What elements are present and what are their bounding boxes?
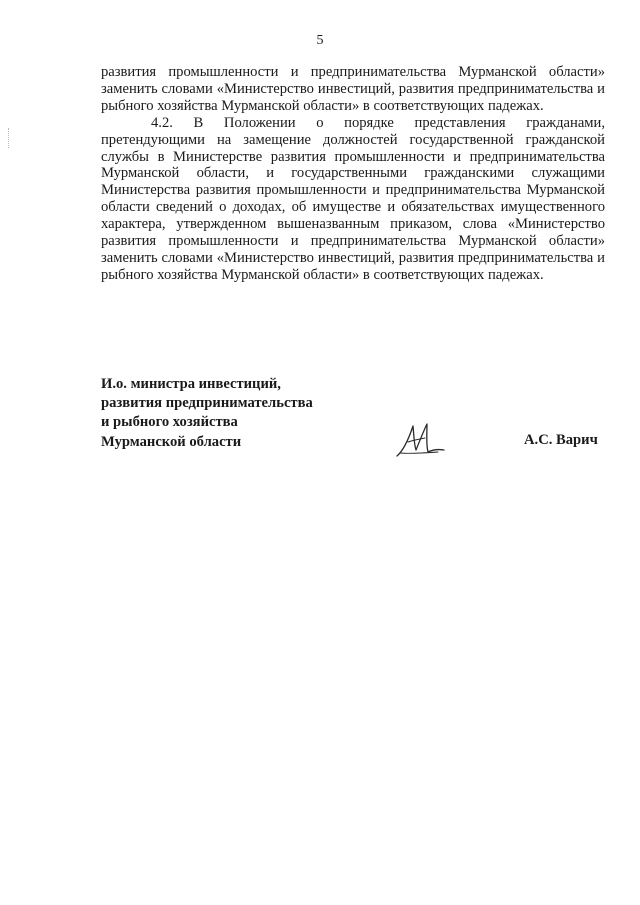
page-number: 5 — [316, 33, 324, 48]
signatory-position-line: И.о. министра инвестиций, — [101, 376, 281, 392]
signatory-position-line: и рыбного хозяйства — [101, 414, 238, 431]
signatory-position-line: Мурманской области — [101, 433, 242, 450]
signatory-name: А.С. Варич — [524, 432, 598, 448]
handwritten-signature — [394, 420, 446, 460]
scan-margin-mark — [8, 128, 10, 148]
signatory-position — [101, 375, 313, 452]
paragraph-4-2: 4.2. В Положении о порядке представления гражданами, претендующими на замещение должностей государственной гражданской службы в Министерстве развития промышленности и предпринимательства Мурманской области, и государственными гражданскими служащими Министерства развития промышленности и предпринимательства Мурманской области сведений о доходах, об имуществе и обязательствах имущественного характера, утвержденном вышеназванным приказом, слова «Министерство развития промышленности и предпринимательства Мурманской области» заменить словами «Министерство инвестиций, развития предпринимательства и рыбного хозяйства Мурманской области» в соответствующих падежах. — [101, 114, 605, 283]
signatory-position-line: развития предпринимательства — [101, 395, 313, 412]
paragraph-continuation: развития промышленности и предпринимательства Мурманской области» заменить словами «Министерство инвестиций, развития предпринимательства и рыбного хозяйства Мурманской области» в соответствующих падежах. — [101, 64, 605, 114]
document-body — [101, 64, 605, 284]
